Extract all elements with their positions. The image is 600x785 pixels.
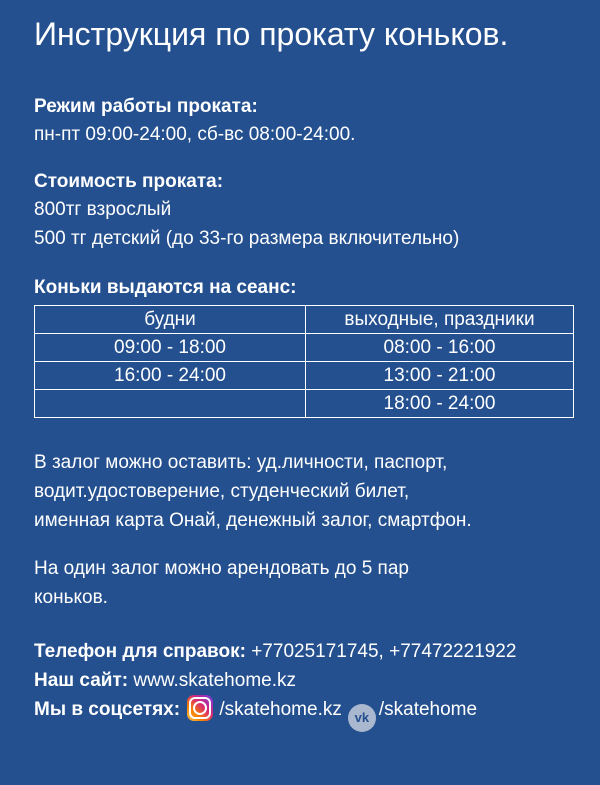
vk-link[interactable]: /skatehome	[378, 699, 478, 720]
price-section	[34, 169, 566, 253]
price-heading: Стоимость проката:	[34, 171, 224, 192]
table-cell: 08:00 - 16:00	[306, 334, 574, 362]
deposit-line: именная карта Онай, денежный залог, смартфон.	[34, 510, 472, 531]
instagram-icon[interactable]	[187, 695, 213, 721]
table-cell: 16:00 - 24:00	[35, 362, 306, 390]
pairs-line: коньков.	[34, 587, 108, 608]
deposit-line: водит.удостоверение, студенческий билет,	[34, 481, 410, 502]
site-label: Наш сайт:	[34, 670, 129, 691]
pairs-line: На один залог можно арендовать до 5 пар	[34, 558, 409, 579]
table-cell: 09:00 - 18:00	[35, 334, 306, 362]
site-line	[34, 666, 566, 695]
deposit-paragraph	[34, 448, 566, 535]
phone-value[interactable]: +77025171745, +77472221922	[245, 641, 517, 662]
hours-section	[34, 94, 566, 149]
table-header-cell: выходные, праздники	[306, 306, 574, 334]
price-adult: 800тг взрослый	[34, 199, 172, 220]
phone-line	[34, 637, 566, 666]
vk-icon[interactable]: vk	[348, 704, 376, 732]
table-header-row	[35, 306, 574, 334]
hours-text: пн-пт 09:00-24:00, сб-вс 08:00-24:00.	[34, 124, 356, 145]
sessions-table	[34, 305, 574, 418]
sessions-section	[34, 275, 566, 418]
table-row	[35, 362, 574, 390]
social-line	[34, 695, 566, 732]
instagram-link[interactable]: /skatehome.kz	[219, 699, 342, 720]
phone-label: Телефон для справок:	[34, 641, 246, 662]
pairs-paragraph	[34, 554, 566, 612]
table-row	[35, 334, 574, 362]
site-link[interactable]: www.skatehome.kz	[128, 670, 296, 691]
table-row	[35, 390, 574, 418]
price-child: 500 тг детский (до 33-го размера включительно)	[34, 228, 460, 249]
hours-heading: Режим работы проката:	[34, 96, 258, 117]
table-cell: 18:00 - 24:00	[306, 390, 574, 418]
contacts-section	[34, 637, 566, 732]
table-cell: 13:00 - 21:00	[306, 362, 574, 390]
sessions-heading: Коньки выдаются на сеанс:	[34, 277, 297, 298]
table-cell	[35, 390, 306, 418]
page-title: Инструкция по прокату коньков.	[34, 16, 509, 52]
deposit-line: В залог можно оставить: уд.личности, паспорт,	[34, 452, 448, 473]
social-label: Мы в соцсетях:	[34, 699, 181, 720]
table-header-cell: будни	[35, 306, 306, 334]
